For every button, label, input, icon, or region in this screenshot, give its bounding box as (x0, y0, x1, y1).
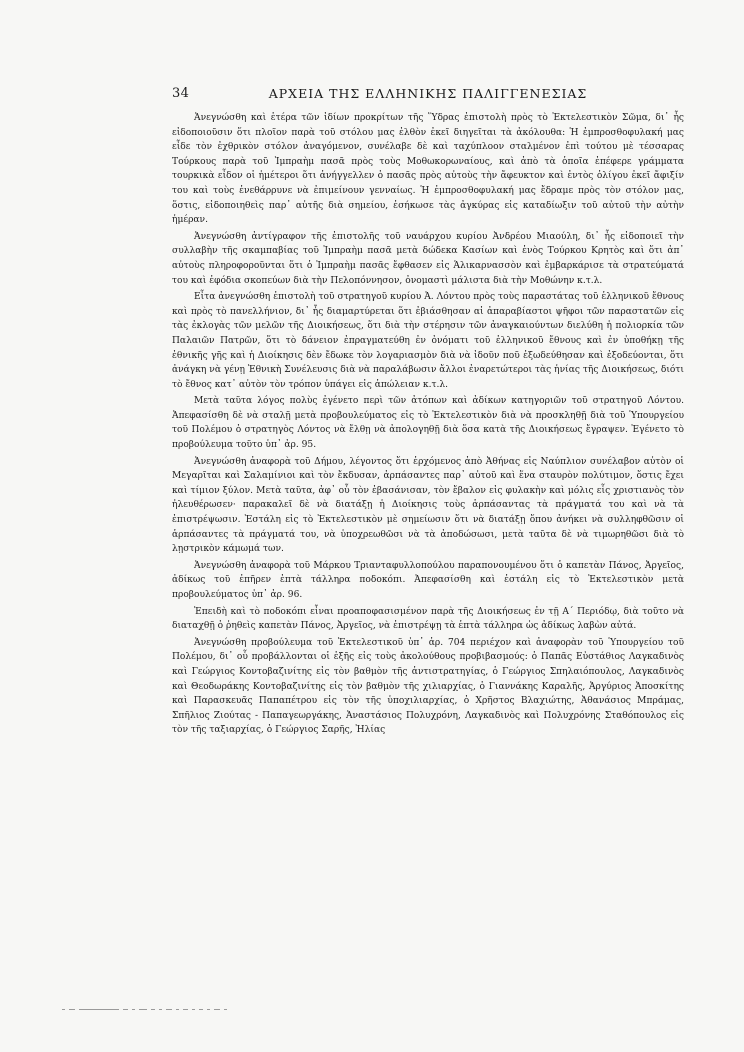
paragraph: Εἶτα ἀνεγνώσθη ἐπιστολὴ τοῦ στρατηγοῦ κυρίου Ἀ. Λόντου πρὸς τοὺς παραστάτας τοῦ ἑλληνικοῦ ἔθνους καὶ πρὸς τὸ πανελλήνιον, δι᾽ ἧς διαμαρτύρεται ὅτι ἐβιάσθησαν αἱ ἀπαραβίαστοι ψῆφοι τῶν παραστατῶν εἰς τὰς ἐκλογὰς τῶν μελῶν τῆς Διοικήσεως, ὅτι διὰ τὴν στέρησιν τῶν ἀναγκαιούντων διελύθη ἡ πολιορκία τῶν Παλαιῶν Πατρῶν, ὅτι τὸ δάνειον ἐπραγματεύθη ἐν ὀνόματι τοῦ ἑλληνικοῦ ἔθνους καὶ ἐν ὑποθήκῃ τῆς ἐθνικῆς γῆς καὶ ἡ Διοίκησις δὲν ἔδωκε τὸν λογαριασμὸν διὰ νὰ ἰδοῦν ποῦ ἐξωδεύθησαν καὶ ἐξοδεύονται, ὅτι ἀνάγκη νὰ γένῃ Ἐθνικὴ Συνέλευσις διὰ νὰ παραλάβωσιν ἄλλοι ἐναρετώτεροι τὰς ἡνίας τῆς Διοικήσεως, διότι τὸ ἔθνος κατ᾽ αὐτὸν τὸν τρόπον ὑπάγει εἰς ἀπώλειαν κ.τ.λ. (172, 292, 684, 390)
scan-mark (207, 1009, 210, 1010)
scan-mark (224, 1009, 227, 1010)
scan-mark (199, 1009, 203, 1010)
scan-mark (79, 1009, 119, 1010)
scan-artifact-marks (62, 1007, 682, 1011)
scan-mark (214, 1009, 220, 1010)
scan-mark (192, 1009, 195, 1010)
paragraph: Ἀνεγνώσθη καὶ ἑτέρα τῶν ἰδίων προκρίτων τῆς Ὕδρας ἐπιστολὴ πρὸς τὸ Ἐκτελεστικὸν Σῶμα, δι᾽ ἧς εἰδοποιοῦσιν ὅτι πλοῖον παρὰ τοῦ στόλου μας ἐλθὸν ἐκεῖ διηγεῖται τὰ ἀκόλουθα: Ἡ ἐμπροσθοφυλακή μας εἶδε τὸν ἐχθρικὸν στόλον ἀναγόμενον, συνέλαβε δὲ καὶ ταχύπλοον σταλμένον ἐπὶ τούτου μὲ τέσσαρας Τούρκους παρὰ τοῦ Ἰμπραὴμ πασᾶ πρὸς τοὺς Μοθωκορωναίους, καὶ ἀπὸ τὰ ὁποῖα ἐπέφερε γράμματα τουρκικὰ εἶδον οἱ ἡμέτεροι ὅτι ἀνήγγελλεν ὁ πασᾶς πρὸς αὐτοὺς τὴν ἄφευκτον καὶ ἐντὸς ὀλίγου ἐκεῖ ἄφιξίν του καὶ τοὺς ἐνεθάρρυνε νὰ ἐπιμείνουν γενναίως. Ἡ ἐμπροσθοφυλακή μας ἔδραμε πρὸς τὸν στόλον μας, ὅστις, εἰδοποιηθεὶς παρ᾽ αὐτῆς διὰ σημείου, ἐσήκωσε τὰς ἀγκύρας εἰς καταδίωξιν τοῦ αὐτοῦ τὴν αὐτὴν ἡμέραν. (172, 113, 684, 226)
scan-mark (151, 1009, 155, 1010)
paragraph: Μετὰ ταῦτα λόγος πολὺς ἐγένετο περὶ τῶν ἀτόπων καὶ ἀδίκων κατηγοριῶν τοῦ στρατηγοῦ Λόντου. Ἀπεφασίσθη δὲ νὰ σταλῇ μετὰ προβουλεύματος εἰς τὸ Ἐκτελεστικὸν διὰ νὰ προσκληθῇ διὰ τοῦ Ὑπουργείου τοῦ Πολέμου ὁ στρατηγὸς Λόντος νὰ ἔλθῃ νὰ ἀπολογηθῇ διὰ ὅσα κατὰ τῆς Διοικήσεως ἔγραψεν. Ἐγένετο τὸ προβούλευμα τοῦτο ὑπ᾽ ἀρ. 95. (172, 396, 684, 451)
paragraph: Ἐπειδὴ καὶ τὸ ποδοκόπι εἶναι προαποφασισμένον παρὰ τῆς Διοικήσεως ἐν τῇ Α΄ Περιόδῳ, διὰ τοῦτο νὰ διαταχθῇ ὁ ῥηθεὶς καπετὰν Πάνος, Ἀργεῖος, νὰ ἐπιστρέψῃ τὰ ἑπτὰ τάλληρα ὡς ἀδίκως λαβὼν αὐτά. (172, 606, 684, 632)
body-text (172, 111, 684, 740)
scan-mark (176, 1009, 179, 1010)
scan-mark (166, 1009, 172, 1010)
scan-mark (159, 1009, 162, 1010)
page-header (172, 86, 684, 102)
paragraph: Ἀνεγνώσθη προβούλευμα τοῦ Ἐκτελεστικοῦ ὑπ᾽ ἀρ. 704 περιέχον καὶ ἀναφορὰν τοῦ Ὑπουργείου τοῦ Πολέμου, δι᾽ οὗ προβάλλονται οἱ ἑξῆς εἰς τοὺς ἀκολούθους προβιβασμούς: ὁ Παπᾶς Εὐστάθιος Λαγκαδινὸς καὶ Γεώργιος Κοντοβαζινίτης εἰς τὸν βαθμὸν τῆς ἀντιστρατηγίας, ὁ Γεώργιος Σπηλαιόπουλος, Λαγκαδινὸς καὶ Θεοδωράκης Κοντοβαζινίτης εἰς τὸν βαθμὸν τῆς χιλιαρχίας, ὁ Γιαννάκης Καραλῆς, Ἀργύριος Ἀποσκίτης καὶ Παρασκευᾶς Παπαπέτρου εἰς τὸν τῆς ὑποχιλιαρχίας, ὁ Χρῆστος Βλαχιώτης, Ἀθανάσιος Μπράμας, Σπῆλιος Ζιούτας - Παπαγεωργάκης, Ἀναστάσιος Πολυχρόνη, Λαγκαδινὸς καὶ Πολυχρόνης Σταθόπουλος εἰς τὸν τῆς ταξιαρχίας, ὁ Γεώργιος Σαρῆς, Ἠλίας (172, 637, 684, 736)
scan-mark (132, 1009, 135, 1010)
paragraph: Ἀνεγνώσθη ἀναφορὰ τοῦ Μάρκου Τριανταφυλλοπούλου παραπονουμένου ὅτι ὁ καπετὰν Πάνος, Ἀργεῖος, ἀδίκως τοῦ ἐπῆρεν ἑπτὰ τάλληρα ποδοκόπι. Ἀπεφασίσθη καὶ ἐστάλη εἰς τὸ Ἐκτελεστικὸν μετὰ προβουλεύματος ὑπ᾽ ἀρ. 96. (172, 560, 684, 600)
scan-mark (123, 1009, 128, 1010)
page-number: 34 (172, 86, 190, 101)
scan-mark (62, 1009, 65, 1010)
scan-mark (139, 1009, 147, 1010)
paragraph: Ἀνεγνώσθη ἀντίγραφον τῆς ἐπιστολῆς τοῦ ναυάρχου κυρίου Ἀνδρέου Μιαούλη, δι᾽ ἧς εἰδοποιεῖ τὴν συλλαβὴν τῆς σκαμπαβίας τοῦ Ἰμπραὴμ πασᾶ μετὰ δώδεκα Κασίων καὶ ἑνὸς Τούρκου Κρητὸς καὶ ὅτι ἀπ᾽ αὐτοὺς πληροφοροῦνται ὅτι ὁ Ἰμπραὴμ πασᾶς ἔφθασεν εἰς Ἁλικαρνασσὸν καὶ ἐμβαρκάρισε τὰ στρατεύματά του καὶ ἐφόδια σκοπεύων διὰ τὴν Πελοπόννησον, ὀνομαστὶ μάλιστα διὰ τὴν Μοθώνην κ.τ.λ. (172, 231, 684, 286)
running-title: ΑΡΧΕΙΑ ΤΗΣ ΕΛΛΗΝΙΚΗΣ ΠΑΛΙΓΓΕΝΕΣΙΑΣ (268, 86, 588, 101)
scan-mark (183, 1009, 188, 1010)
scan-mark (69, 1009, 75, 1010)
paragraph: Ἀνεγνώσθη ἀναφορὰ τοῦ Δήμου, λέγοντος ὅτι ἐρχόμενος ἀπὸ Ἀθήνας εἰς Ναύπλιον συνέλαβον αὐτὸν οἱ Μεγαρῖται καὶ Σαλαμίνιοι καὶ τὸν ἔκδυσαν, ἁρπάσαντες παρ᾽ αὐτοῦ καὶ ἕνα σταυρὸν πολύτιμον, ὅστις ἔχει καὶ τίμιον ξύλον. Μετὰ ταῦτα, ἀφ᾽ οὗ τὸν ἐβασάνισαν, τὸν ἔβαλον εἰς φυλακὴν καὶ μόλις εἷς χριστιανὸς τὸν ἠλευθέρωσεν· παρακαλεῖ δὲ νὰ διατάξῃ ἡ Διοίκησις τοὺς ἁρπάσαντας τὰ πράγματά του καὶ νὰ τὰ ἐπιστρέψωσιν. Ἐστάλη εἰς τὸ Ἐκτελεστικὸν μὲ σημείωσιν ὅτι νὰ διατάξῃ ὅπου ἀνήκει νὰ συλληφθῶσιν οἱ ἁρπάσαντες τὰ πράγματά του, νὰ ὑποχρεωθῶσι νὰ τὰ ἀποδώσωσι, μετὰ ταῦτα δὲ νὰ τιμωρηθῶσι διὰ τὸ λῃστρικὸν κάμωμά των. (172, 456, 684, 555)
